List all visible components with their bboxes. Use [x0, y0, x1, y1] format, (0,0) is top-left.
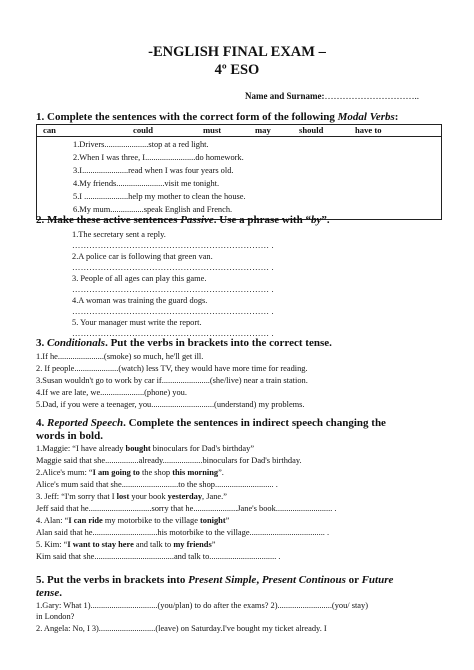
answer-line: …………………………………………………………… .: [72, 263, 274, 272]
list-item: 6.My mum................speak English and French.: [73, 205, 233, 214]
section5-heading: 5. Put the verbs in brackets into Present Simple, Present Continous or Future tense.: [36, 574, 394, 599]
exam-subtitle: 4º ESO: [214, 62, 260, 78]
section4-heading: 4. Reported Speech. Complete the sentences in indirect speech changing the words in bold.: [36, 417, 386, 442]
answer-line: …………………………………………………………… .: [72, 329, 274, 338]
list-item: 4.If we are late, we.....................(phone) you.: [36, 388, 187, 397]
answer-line: …………………………………………………………… .: [72, 307, 274, 316]
speech-line: 5. Kim: “I want to stay here and talk to my friends”: [36, 540, 216, 549]
modal-verb: should: [299, 125, 324, 135]
list-item: 2.A police car is following that green van.: [72, 252, 213, 261]
list-item: 1.Drivers.....................stop at a red light.: [73, 140, 209, 149]
section1-heading: 1. Complete the sentences with the correct form of the following Modal Verbs:: [36, 111, 399, 123]
answer-line: Maggie said that she................already...................binoculars for Dad's birthday.: [36, 456, 302, 465]
speech-line: 3. Jeff: “I'm sorry that I lost your book yesterday, Jane.”: [36, 492, 227, 501]
answer-line: Alice's mum said that she...........................to the shop............................ .: [36, 480, 278, 489]
list-item: 1.If he......................(smoke) so much, he'll get ill.: [36, 352, 204, 361]
section2-heading: 2. Make these active sentences Passive. Use a phrase with “by”.: [36, 214, 330, 226]
list-item: 1.The secretary sent a reply.: [72, 230, 166, 239]
modal-verbs-box: [36, 124, 442, 220]
answer-line: Jeff said that he..............................sorry that he.....................Jane's book........................... .: [36, 504, 337, 513]
list-item: 3. People of all ages can play this game.: [72, 274, 207, 283]
answer-line: Kim said that she......................................and talk to................................ .: [36, 552, 281, 561]
modal-verb: have to: [355, 125, 382, 135]
list-item: 2. Angela: No, I 3)...........................(leave) on Saturday.I've bought my ticket already. I: [36, 624, 327, 633]
section3-heading: 3. Conditionals. Put the verbs in brackets into the correct tense.: [36, 337, 332, 349]
name-dots: …………………………..: [324, 91, 420, 101]
modal-verb: can: [43, 125, 56, 135]
list-item: 3.I......................read when I was four years old.: [73, 166, 234, 175]
list-item: 5.Dad, if you were a teenager, you..............................(understand) my problems.: [36, 400, 305, 409]
speech-line: 4. Alan: “I can ride my motorbike to the village tonight”: [36, 516, 230, 525]
list-item: in London?: [36, 612, 75, 621]
exam-title: -ENGLISH FINAL EXAM –: [148, 44, 326, 60]
speech-line: 1.Maggie: “I have already bought binoculars for Dad's birthday”: [36, 444, 255, 453]
list-item: 4.My friends.......................visit me tonight.: [73, 179, 220, 188]
modal-verb: could: [133, 125, 154, 135]
list-item: 3.Susan wouldn't go to work by car if.......................(she/live) near a train station.: [36, 376, 308, 385]
list-item: 2.When I was three, I........................do homework.: [73, 153, 244, 162]
modal-verb: must: [203, 125, 222, 135]
answer-line: Alan said that he...............................his motorbike to the village.................................... .: [36, 528, 330, 537]
modal-verbs-row: [37, 125, 441, 137]
answer-line: …………………………………………………………… .: [72, 241, 274, 250]
name-label: Name and Surname:: [245, 91, 325, 101]
list-item: 4.A woman was training the guard dogs.: [72, 296, 208, 305]
speech-line: 2.Alice's mum: “I am going to the shop this morning”.: [36, 468, 224, 477]
list-item: 1.Gary: What 1)................................(you/plan) to do after the exams? 2)..........................(you/ stay): [36, 601, 368, 610]
modal-verb: may: [255, 125, 271, 135]
list-item: 2. If people.....................(watch) less TV, they would have more time for reading.: [36, 364, 308, 373]
list-item: 5.I .....................help my mother to clean the house.: [73, 192, 246, 201]
list-item: 5. Your manager must write the report.: [72, 318, 202, 327]
name-field: [245, 91, 419, 101]
answer-line: …………………………………………………………… .: [72, 285, 274, 294]
